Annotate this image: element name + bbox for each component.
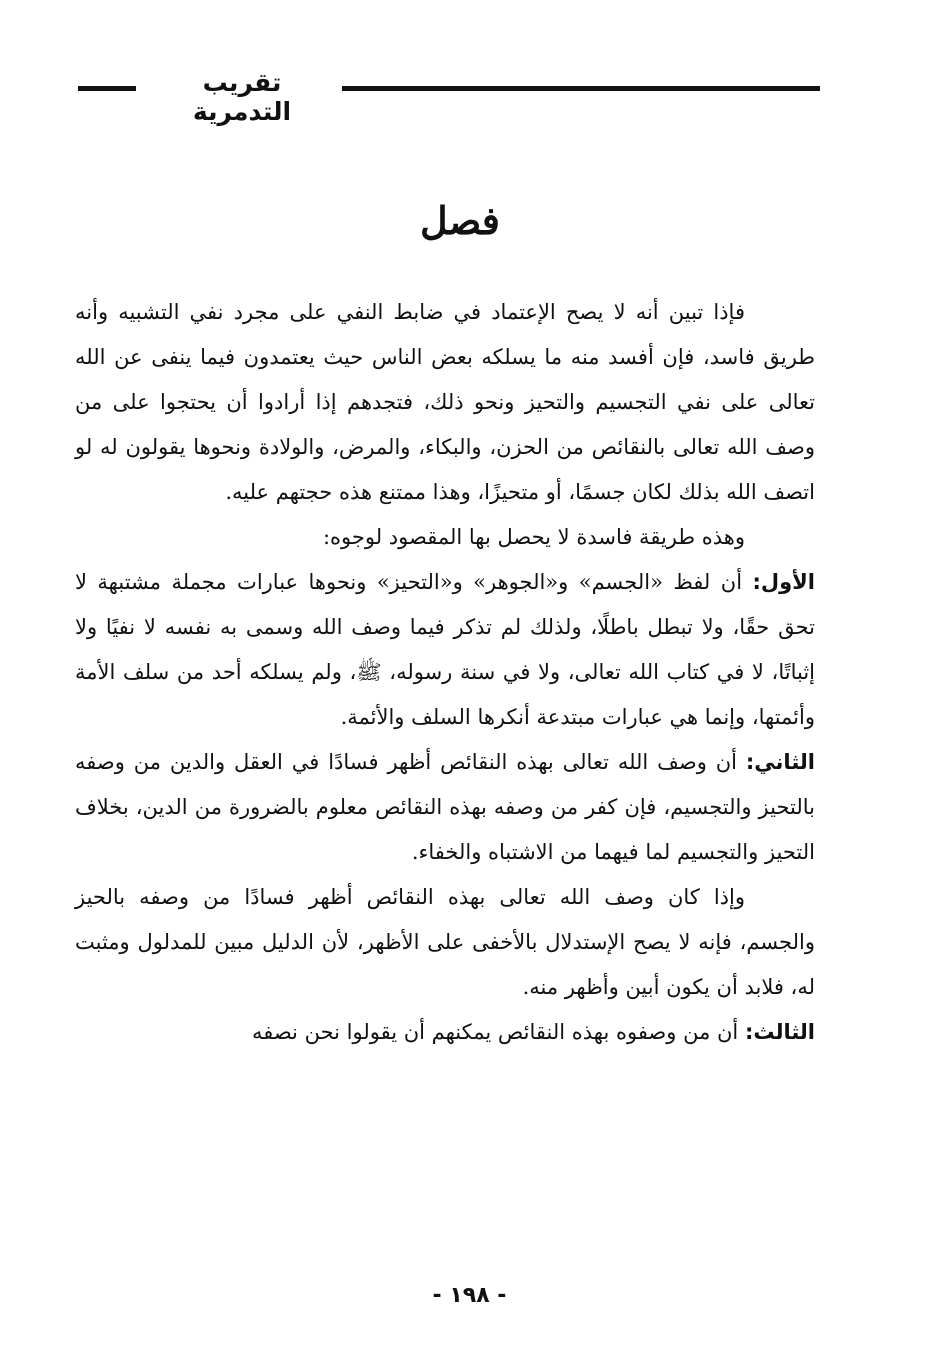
header-rule-right bbox=[342, 86, 820, 91]
paragraph-text: أن وصف الله تعالى بهذه النقائص أظهر فسادًا في العقل والدين من وصفه بالتحيز والتجسيم، فإن كفر من وصفه بهذه النقائص معلوم بالضرورة من الدين، بخلاف التحيز والتجسيم لما فيهما من الاشتباه والخفاء. bbox=[75, 750, 815, 864]
section-heading-text: فصل bbox=[420, 198, 500, 243]
paragraph-text: فإذا تبين أنه لا يصح الإعتماد في ضابط النفي على مجرد نفي التشبيه وأنه طريق فاسد، فإن أفسد منه ما يسلكه بعض الناس حيث يعتمدون فيما ينفى عن الله تعالى على نفي التجسيم والتحيز ونحو ذلك، فتجدهم إذا أرادوا أن يحتجوا على من وصف الله تعالى بالنقائص من الحزن، والبكاء، والمرض، والولادة ونحوها يقولون له لو اتصف الله بذلك لكان جسمًا، أو متحيزًا، وهذا ممتنع هذه حجتهم عليه. bbox=[75, 300, 815, 504]
paragraph bbox=[75, 1010, 815, 1055]
header-rule-left bbox=[78, 86, 136, 91]
paragraph bbox=[75, 875, 815, 1010]
running-header bbox=[70, 60, 820, 126]
paragraph-lead: الثالث: bbox=[744, 1020, 815, 1044]
section-heading bbox=[330, 200, 590, 242]
paragraph-lead: الثاني: bbox=[745, 750, 815, 774]
paragraph bbox=[75, 290, 815, 515]
paragraph bbox=[75, 560, 815, 740]
body-text bbox=[75, 290, 815, 1055]
paragraph bbox=[75, 515, 815, 560]
running-title: تقريب التدمرية bbox=[192, 68, 292, 126]
paragraph-lead: الأول: bbox=[752, 570, 815, 594]
paragraph-text: أن من وصفوه بهذه النقائص يمكنهم أن يقولوا نحن نصفه bbox=[251, 1020, 739, 1044]
paragraph-text: أن لفظ «الجسم» و«الجوهر» و«التحيز» ونحوها عبارات مجملة مشتبهة لا تحق حقًا، ولا تبطل باطلًا، ولذلك لم تذكر فيما وصف الله وسمى به نفسه لا نفيًا ولا إثباتًا، لا في كتاب الله تعالى، ولا في سنة رسوله، ﷺ، ولم يسلكه أحد من سلف الأمة وأئمتها، وإنما هي عبارات مبتدعة أنكرها السلف والأئمة. bbox=[75, 570, 815, 729]
page-number: - ١٩٨ - bbox=[432, 1283, 507, 1308]
paragraph bbox=[75, 740, 815, 875]
paragraph-text: وهذه طريقة فاسدة لا يحصل بها المقصود لوجوه: bbox=[322, 525, 745, 549]
paragraph-text: وإذا كان وصف الله تعالى بهذه النقائص أظهر فسادًا من وصفه بالحيز والجسم، فإنه لا يصح الإستدلال بالأخفى على الأظهر، لأن الدليل مبين للمدلول ومثبت له، فلابد أن يكون أبين وأظهر منه. bbox=[75, 885, 815, 999]
